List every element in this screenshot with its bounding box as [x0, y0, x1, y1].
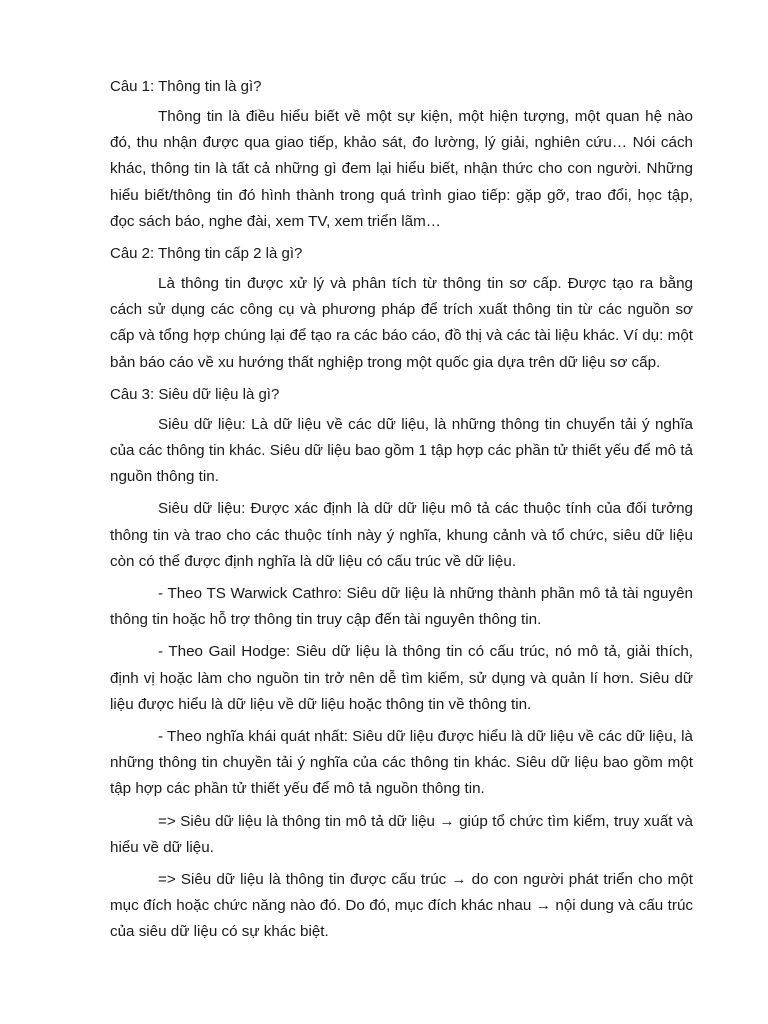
section-2 [110, 241, 693, 376]
section-heading: Câu 2: Thông tin cấp 2 là gì? [110, 245, 303, 263]
paragraph: => Siêu dữ liệu là thông tin được cấu trúc → do con người phát triển cho một mục đích hoặc chức năng nào đó. Do đó, mục đích khác nhau → nội dung và cấu trúc của siêu dữ liệu có sự khác biệt. [110, 871, 693, 941]
paragraph: - Theo TS Warwick Cathro: Siêu dữ liệu là những thành phần mô tả tài nguyên thông tin hoặc hỗ trợ thông tin truy cập đến tài nguyên thông tin. [110, 585, 693, 629]
paragraph: Siêu dữ liệu: Là dữ liệu về các dữ liệu, là những thông tin chuyển tải ý nghĩa của các thông tin khác. Siêu dữ liệu bao gồm 1 tập hợp các phần tử thiết yếu để mô tả nguồn thông tin. [110, 415, 693, 486]
paragraph: - Theo Gail Hodge: Siêu dữ liệu là thông tin có cấu trúc, nó mô tả, giải thích, định vị hoặc làm cho nguồn tin trở nên dễ tìm kiếm, sử dụng và quản lí hơn. Siêu dữ liệu được hiểu là dữ liệu về dữ liệu hoặc thông tin về thông tin. [110, 643, 693, 713]
section-heading: Câu 3: Siêu dữ liệu là gì? [110, 385, 280, 403]
section-heading: Câu 1: Thông tin là gì? [110, 78, 262, 95]
section-3 [110, 382, 693, 946]
paragraph: Siêu dữ liệu: Được xác định là dữ dữ liệu mô tả các thuộc tính của đối tưởng thông tin và trao cho các thuộc tính này ý nghĩa, khung cảnh và tổ chức, siêu dữ liệu còn có thể được định nghĩa là dữ liệu có cấu trúc về dữ liệu. [110, 500, 693, 570]
paragraph: => Siêu dữ liệu là thông tin mô tả dữ liệu → giúp tổ chức tìm kiếm, truy xuất và hiểu về dữ liệu. [110, 812, 693, 856]
paragraph: Thông tin là điều hiểu biết về một sự kiện, một hiện tượng, một quan hệ nào đó, thu nhận được qua giao tiếp, khảo sát, đo lường, lý giải, nghiên cứu… Nói cách khác, thông tin là tất cả những gì đem lại hiểu biết, nhận thức cho con người. Những hiểu biết/thông tin đó hình thành trong quá trình giao tiếp: gặp gỡ, trao đổi, học tập, đọc sách báo, nghe đài, xem TV, xem triển lãm… [110, 108, 693, 230]
paragraph: - Theo nghĩa khái quát nhất: Siêu dữ liệu được hiểu là dữ liệu về các dữ liệu, là những thông tin chuyền tải ý nghĩa của các thông tin khác. Siêu dữ liệu bao gồm một tập hợp các phần tử thiết yếu để mô tả nguồn thông tin. [110, 728, 693, 798]
paragraph: Là thông tin được xử lý và phân tích từ thông tin sơ cấp. Được tạo ra bằng cách sử dụng các công cụ và phương pháp để trích xuất thông tin từ các nguồn sơ cấp và tổng hợp chúng lại để tạo ra các báo cáo, đồ thị và các tài liệu khác. Ví dụ: một bản báo cáo về xu hướng thất nghiệp trong một quốc gia dựa trên dữ liệu sơ cấp. [110, 275, 693, 371]
section-1 [110, 74, 693, 235]
document-page [110, 74, 693, 952]
